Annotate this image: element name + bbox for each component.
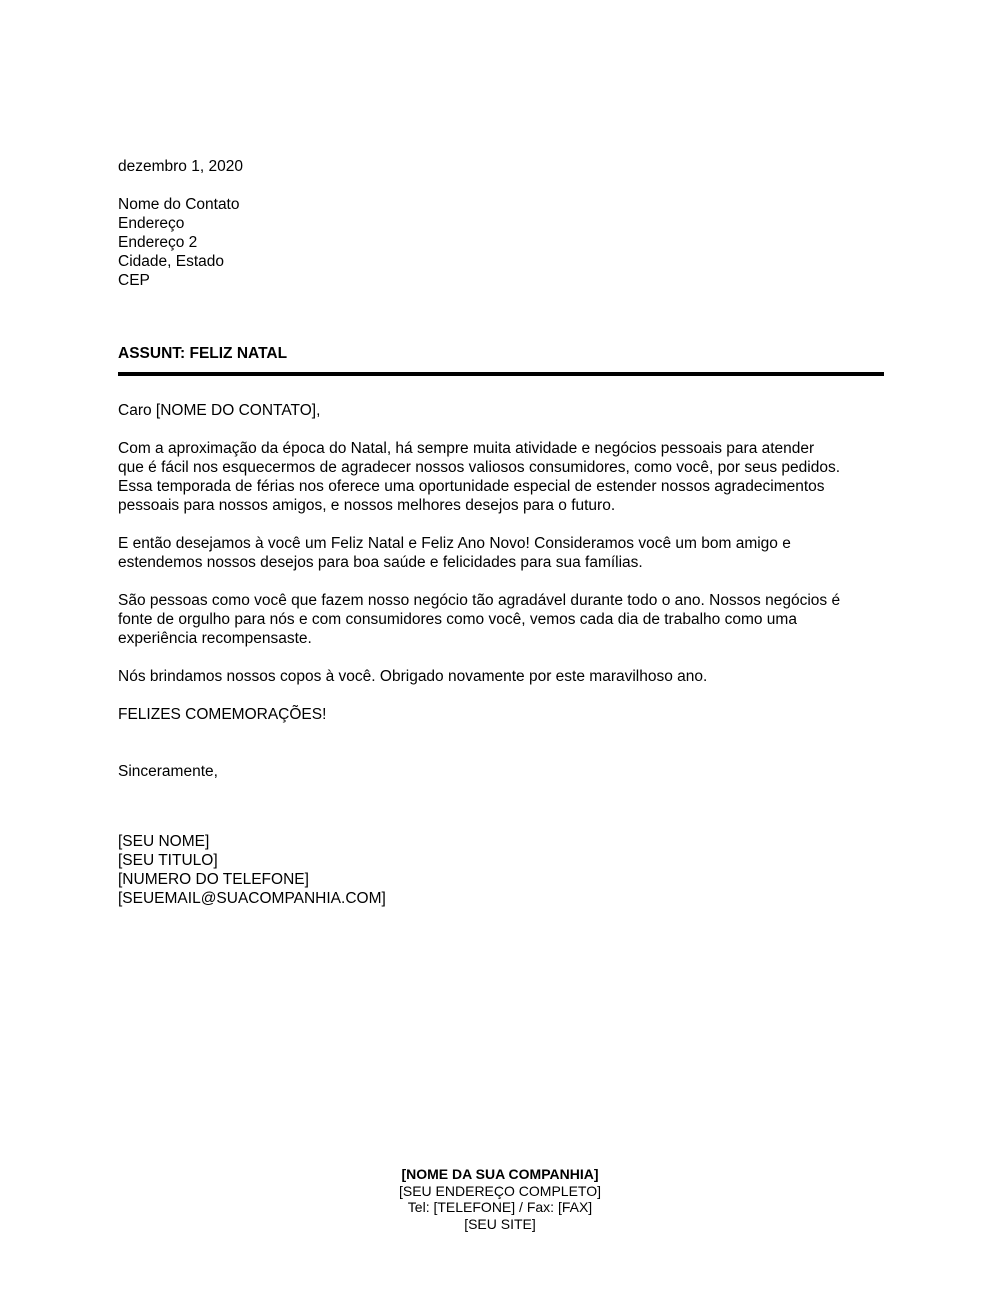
footer-tel-fax: Tel: [TELEFONE] / Fax: [FAX]	[407, 1199, 593, 1215]
recipient-address-2: Endereço 2	[118, 234, 198, 251]
recipient-name: Nome do Contato	[118, 196, 240, 213]
footer-site: [SEU SITE]	[464, 1215, 536, 1232]
salutation: Caro [NOME DO CONTATO],	[118, 402, 321, 419]
signature-title: [SEU TITULO]	[118, 852, 218, 869]
paragraph-line: Com a aproximação da época do Natal, há sempre muita atividade e negócios pessoais para atender	[118, 440, 815, 457]
paragraph-line: São pessoas como você que fazem nosso negócio tão agradável durante todo o ano. Nossos negócios é	[118, 592, 841, 609]
closing-salutation: Sinceramente,	[118, 763, 218, 780]
celebration-line: FELIZES COMEMORAÇÕES!	[118, 706, 327, 723]
paragraph-line: E então desejamos à você um Feliz Natal e Feliz Ano Novo! Consideramos você um bom amigo e	[118, 535, 791, 552]
body-paragraph	[118, 534, 884, 572]
footer-company-name: [NOME DA SUA COMPANHIA]	[401, 1166, 599, 1182]
signature-phone: [NUMERO DO TELEFONE]	[118, 871, 309, 888]
body-paragraph	[118, 591, 884, 648]
body-paragraph	[118, 667, 884, 686]
paragraph-line: fonte de orgulho para nós e com consumidores como você, vemos cada dia de trabalho como uma	[118, 611, 797, 628]
letter-date: dezembro 1, 2020	[118, 158, 243, 175]
paragraph-line: experiência recompensaste.	[118, 630, 312, 647]
recipient-city-state: Cidade, Estado	[118, 253, 224, 270]
signature-email: [SEUEMAIL@SUACOMPANHIA.COM]	[118, 890, 386, 907]
paragraph-line: Nós brindamos nossos copos à você. Obrigado novamente por este maravilhoso ano.	[118, 668, 708, 685]
signature-block	[118, 832, 884, 908]
recipient-zip: CEP	[118, 272, 150, 289]
body-paragraph	[118, 439, 884, 515]
paragraph-line: Essa temporada de férias nos oferece uma oportunidade especial de estender nossos agradecimentos	[118, 478, 825, 495]
signature-name: [SEU NOME]	[118, 833, 210, 850]
recipient-address-1: Endereço	[118, 215, 185, 232]
paragraph-line: pessoais para nossos amigos, e nossos melhores desejos para o futuro.	[118, 497, 616, 514]
letter-content	[118, 157, 884, 908]
footer-company-address: [SEU ENDEREÇO COMPLETO]	[398, 1182, 601, 1199]
letter-footer	[117, 1166, 883, 1232]
recipient-address-block	[118, 195, 884, 290]
subject-line: ASSUNT: FELIZ NATAL	[118, 345, 288, 362]
paragraph-line: que é fácil nos esquecermos de agradecer nossos valiosos consumidores, como você, por seus pedidos.	[118, 459, 841, 476]
subject-divider-rule	[118, 372, 884, 376]
paragraph-line: estendemos nossos desejos para boa saúde e felicidades para sua famílias.	[118, 554, 643, 571]
